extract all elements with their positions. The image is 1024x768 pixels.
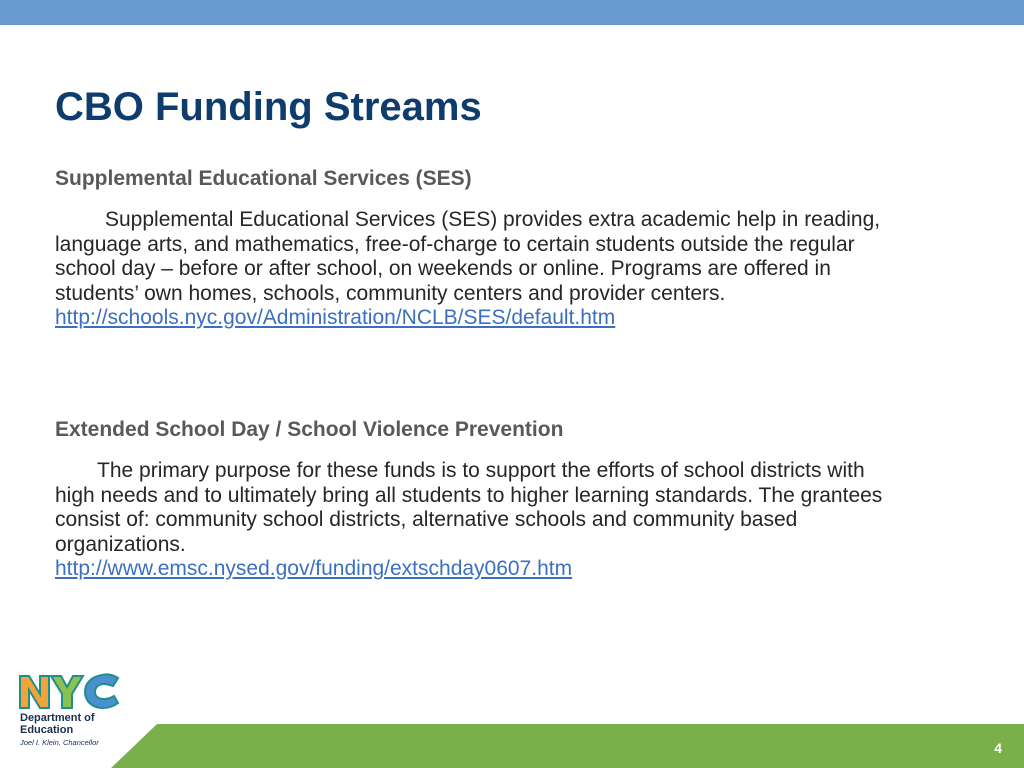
nyc-wordmark-logo [18,672,122,710]
section-body [55,459,905,582]
section-body-text: The primary purpose for these funds is to support the efforts of school districts with high needs and to ultimately bring all students to higher learning standards. The grantees consist of: community school districts, alternative schools and community based organizations. [55,459,883,556]
page-number: 4 [994,740,1002,756]
logo-chancellor: Joel I. Klein, Chancellor [20,738,99,747]
logo-department-text [20,712,104,736]
section-body-text: Supplemental Educational Services (SES) provides extra academic help in reading, language arts, and mathematics, free-of-charge to certain students outside the regular school day – before or after school, on weekends or online. Programs are offered in students’ own homes, schools, community centers and provider centers. [55,208,881,305]
top-accent-bar [0,0,1024,25]
section-heading: Supplemental Educational Services (SES) [55,167,472,190]
slide-title: CBO Funding Streams [55,85,482,129]
section-extended-day [55,417,905,582]
ses-link[interactable]: http://schools.nyc.gov/Administration/NCLB/SES/default.htm [55,306,616,329]
extended-day-link[interactable]: http://www.emsc.nysed.gov/funding/extschday0607.htm [55,557,573,580]
nyc-doe-logo [18,672,128,752]
section-heading: Extended School Day / School Violence Prevention [55,418,564,441]
logo-department: Department of Education [20,712,95,736]
section-body [55,208,905,331]
section-ses [55,166,905,331]
bottom-accent-bar [0,724,1024,768]
